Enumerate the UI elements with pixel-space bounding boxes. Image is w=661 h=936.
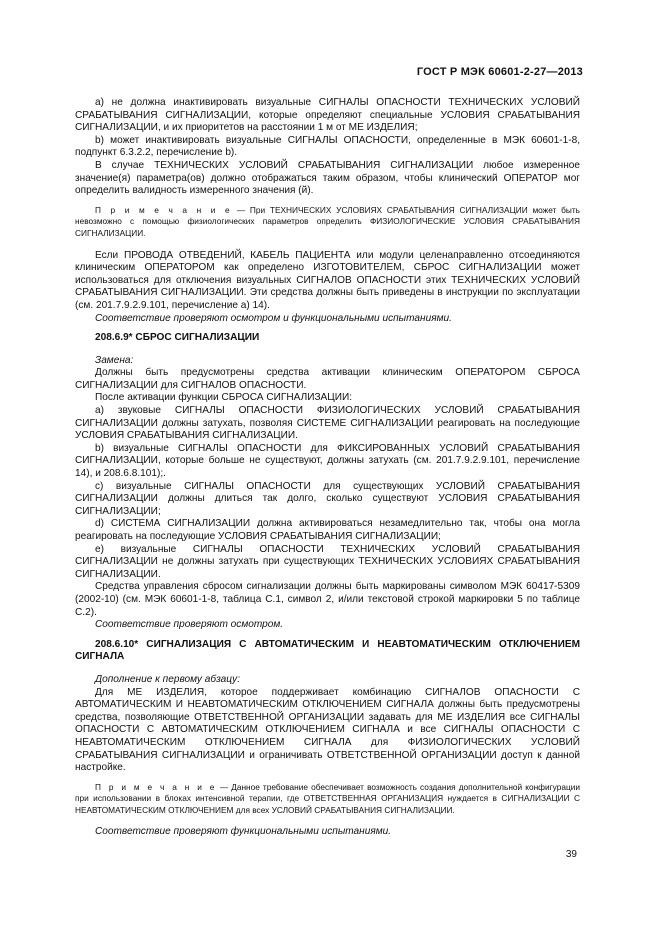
paragraph: Для МЕ ИЗДЕЛИЯ, которое поддерживает комбинацию СИГНАЛОВ ОПАСНОСТИ С АВТОМАТИЧЕСКИМ И НЕАВТОМАТИЧЕСКИМ ОТКЛЮЧЕНИЕМ СИГНАЛА должны быть предусмотрены средства, позволяющие ОТВЕТСТВЕННОЙ ОРГАНИЗАЦИИ задавать для МЕ ИЗДЕЛИЯ все СИГНАЛЫ ОПАСНОСТИ С АВТОМАТИЧЕСКИМ ОТКЛЮЧЕНИЕМ СИГНАЛА и все СИГНАЛЫ ОПАСНОСТИ С НЕАВТОМАТИЧЕСКИМ ОТКЛЮЧЕНИЕМ СИГНАЛА для ФИЗИОЛОГИЧЕСКИХ УСЛОВИЙ СРАБАТЫВАНИЯ СИГНАЛИЗАЦИИ и ограничивать ОТВЕТСТВЕННОЙ ОРГАНИЗАЦИИ доступ к данной настройке.	[75, 686, 580, 774]
paragraph: В случае ТЕХНИЧЕСКИХ УСЛОВИЙ СРАБАТЫВАНИЯ СИГНАЛИЗАЦИИ любое измеренное значение(я) параметра(ов) должно отображаться таким образом, чтобы клинический ОПЕРАТОР мог определить валидность измеренного значения (й).	[75, 159, 580, 197]
paragraph: Средства управления сбросом сигнализации должны быть маркированы символом МЭК 60417-5309 (2002-10) (см. МЭК 60601-1-8, таблица С.1, символ 2, и/или текстовой строкой маркировки 5 по таблице С.2).	[75, 581, 580, 618]
page-number: 39	[565, 849, 577, 860]
list-item: d) СИСТЕМА СИГНАЛИЗАЦИИ должна активироваться незамедлительно так, чтобы она могла реагировать на последующие УСЛОВИЯ СРАБАТЫВАНИЯ СИГНАЛИЗАЦИИ;	[75, 518, 580, 542]
section-heading: 208.6.9* СБРОС СИГНАЛИЗАЦИИ	[95, 332, 260, 344]
paragraph: Если ПРОВОДА ОТВЕДЕНИЙ, КАБЕЛЬ ПАЦИЕНТА или модули целенаправленно отсоединяются клиническим ОПЕРАТОРОМ как определено ИЗГОТОВИТЕЛЕМ, СБРОС СИГНАЛИЗАЦИИ может использоваться для отключения визуальных СИГНАЛОВ ОПАСНОСТИ этих ТЕХНИЧЕСКИХ УСЛОВИЙ СРАБАТЫВАНИЯ СИГНАЛИЗАЦИИ. Эти средства должны быть приведены в инструкции по эксплуатации (см. 201.7.9.2.9.101, перечисление a) 14).	[75, 249, 580, 311]
section-heading: 208.6.10* СИГНАЛИЗАЦИЯ С АВТОМАТИЧЕСКИМ И НЕАВТОМАТИЧЕСКИМ ОТКЛЮЧЕНИЕМ СИГНАЛА	[75, 638, 580, 663]
paragraph: a) не должна инактивировать визуальные СИГНАЛЫ ОПАСНОСТИ ТЕХНИЧЕСКИХ УСЛОВИЙ СРАБАТЫВАНИЯ СИГНАЛИЗАЦИИ, которые определяют специальные УСЛОВИЯ СРАБАТЫВАНИЯ СИГНАЛИЗАЦИИ, и их приоритетов на расстоянии 1 м от МЕ ИЗДЕЛИЯ;	[75, 97, 580, 134]
compliance-note: Соответствие проверяют функциональными испытаниями.	[95, 826, 392, 838]
note-label: П р и м е ч а н и е	[95, 781, 217, 792]
note-text: — Данное требование обеспечивает возможность создания дополнительной конфигурации при использовании в блоках интенсивной терапии, где ОТВЕТСТВЕННАЯ ОРГАНИЗАЦИЯ нуждается в СИГНАЛИЗАЦИИ С НЕАВТОМАТИЧЕСКИМ ОТКЛЮЧЕНИЕМ для всех УСЛОВИЙ СРАБАТЫВАНИЯ СИГНАЛИЗАЦИИ.	[75, 781, 580, 815]
list-item: a) звуковые СИГНАЛЫ ОПАСНОСТИ ФИЗИОЛОГИЧЕСКИХ УСЛОВИЙ СРАБАТЫВАНИЯ СИГНАЛИЗАЦИИ должны затухать, позволяя СИСТЕМЕ СИГНАЛИЗАЦИИ реагировать на последующие УСЛОВИЯ СРАБАТЫВАНИЯ СИГНАЛИЗАЦИИ.	[75, 405, 580, 442]
list-item: b) визуальные СИГНАЛЫ ОПАСНОСТИ для ФИКСИРОВАННЫХ УСЛОВИЙ СРАБАТЫВАНИЯ СИГНАЛИЗАЦИИ, которые больше не существуют, должны затухать (см. 201.7.9.2.9.101, перечисление 14), и 208.6.8.101);.	[75, 442, 580, 480]
document-header: ГОСТ Р МЭК 60601-2-27—2013	[416, 66, 583, 78]
change-note: Замена:	[95, 354, 134, 366]
paragraph: b) может инактивировать визуальные СИГНАЛЫ ОПАСНОСТИ, определенные в МЭК 60601-1-8, подпункт 6.3.2.2, перечисление b).	[75, 134, 580, 159]
document-body	[75, 97, 580, 839]
list-item: e) визуальные СИГНАЛЫ ОПАСНОСТИ ТЕХНИЧЕСКИХ УСЛОВИЙ СРАБАТЫВАНИЯ СИГНАЛИЗАЦИИ не должны затухать при существующих ТЕХНИЧЕСКИХ УСЛОВИЯХ СРАБАТЫВАНИЯ СИГНАЛИЗАЦИИ.	[75, 543, 580, 580]
change-note: Дополнение к первому абзацу:	[95, 673, 241, 685]
note	[75, 782, 580, 817]
paragraph: После активации функции СБРОСА СИГНАЛИЗАЦИИ:	[95, 392, 353, 404]
list-item: c) визуальные СИГНАЛЫ ОПАСНОСТИ для существующих УСЛОВИЙ СРАБАТЫВАНИЯ СИГНАЛИЗАЦИИ должны длиться так долго, сколько существуют УСЛОВИЯ СРАБАТЫВАНИЯ СИГНАЛИЗАЦИИ;	[75, 480, 580, 517]
compliance-note: Соответствие проверяют осмотром и функциональными испытаниями.	[95, 312, 452, 324]
note	[75, 205, 580, 240]
note-label: П р и м е ч а н и е	[95, 204, 233, 215]
note-text: — При ТЕХНИЧЕСКИХ УСЛОВИЯХ СРАБАТЫВАНИЯ СИГНАЛИЗАЦИИ может быть невозможно с помощью физиологических параметров определить ФИЗИОЛОГИЧЕСКИЕ УСЛОВИЯ СРАБАТЫВАНИЯ СИГНАЛИЗАЦИИ.	[75, 204, 580, 238]
compliance-note: Соответствие проверяют осмотром.	[95, 619, 284, 631]
paragraph: Должны быть предусмотрены средства активации клиническим ОПЕРАТОРОМ СБРОСА СИГНАЛИЗАЦИИ для СИГНАЛОВ ОПАСНОСТИ.	[75, 367, 580, 391]
